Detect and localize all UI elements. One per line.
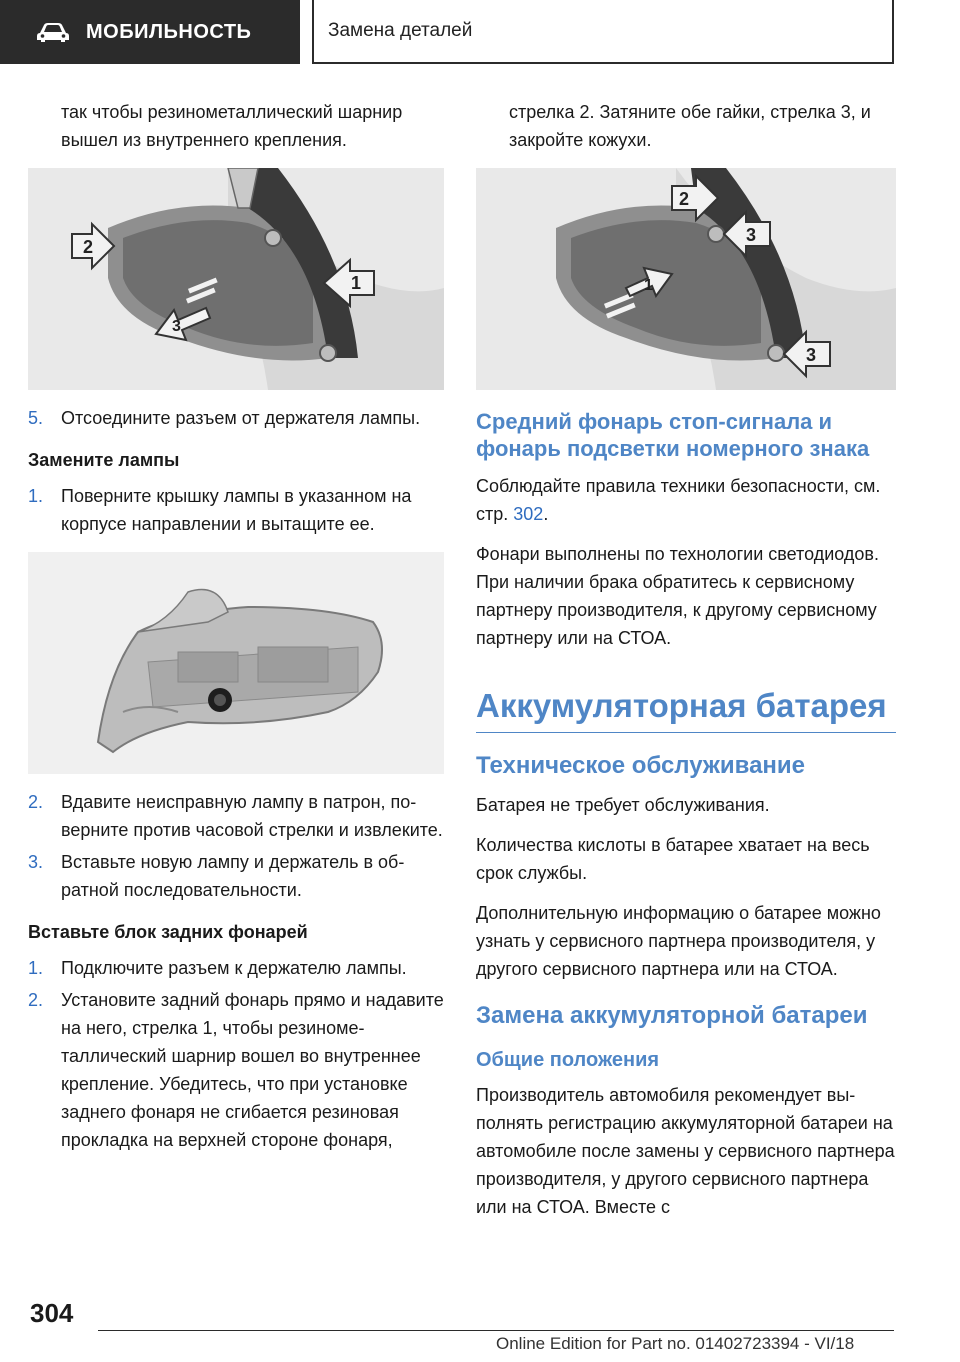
step-number: 2. [28, 792, 44, 812]
heading-battery-replacement: Замена аккумуляторной батареи [476, 1002, 868, 1029]
step-text: Вдавите неисправную лампу в патрон, поверните против часовой стрелки и извлеките. [61, 792, 443, 840]
step-text: Отсоедините разъем от держателя лампы. [61, 408, 421, 428]
arrow-label-1: 1 [644, 277, 653, 294]
arrow-label-3-top: 3 [746, 225, 757, 245]
arrow-label-1: 1 [351, 273, 362, 293]
step-number: 3. [28, 852, 44, 872]
general-paragraph: Производитель автомобиля рекомендует выполнять регистрацию аккумуляторной батареи на автомобиле после замены у сервисного партнера производителя, у другого сервисного партнера или на СТОА. Вместе с [476, 1085, 895, 1217]
led-paragraph: Фонари выполнены по технологии светодиодов. При наличии брака обратитесь к сервисному партнеру производителя, к другому сервисному партнеру или на СТОА. [476, 544, 879, 648]
step-number: 2. [28, 990, 44, 1010]
safety-end: . [543, 504, 549, 524]
heading-battery: Аккумуляторная батарея [476, 686, 896, 733]
arrow-label-2: 2 [83, 237, 94, 257]
figure-taillight-removal [28, 168, 444, 390]
replace-step-3 [28, 848, 444, 904]
insert-step-1 [28, 954, 444, 982]
replace-step-2 [28, 788, 444, 844]
chapter-title: Замена деталей [328, 20, 473, 41]
replace-lamps-heading: Замените лампы [28, 450, 180, 470]
footer-divider [98, 1330, 894, 1331]
chapter-title-box [312, 0, 894, 64]
figure-lamp-housing [28, 552, 444, 774]
replace-step-1 [28, 482, 444, 538]
step-text: Поверните крышку лампы в указанном на корпусе направлении и вытащите ее. [61, 486, 412, 534]
step-5 [28, 404, 444, 432]
figure-taillight-install-illustration [476, 168, 896, 390]
service-paragraph-2: Количества кислоты в батарее хватает на весь срок службы. [476, 835, 870, 883]
page-number: 304 [30, 1298, 74, 1328]
arrow-label-2: 2 [679, 189, 690, 209]
page-header [0, 0, 960, 66]
section-label: МОБИЛЬНОСТЬ [86, 20, 252, 43]
arrow-label-3: 3 [172, 318, 181, 335]
figure-taillight-install [476, 168, 896, 390]
right-intro: стрелка 2. Затяните обе гайки, стрелка 3, и закройте кожухи. [509, 102, 871, 150]
step-number: 1. [28, 958, 44, 978]
service-paragraph-1: Батарея не требует обслуживания. [476, 795, 770, 815]
insert-step-2 [28, 986, 444, 1154]
figure-lamp-housing-illustration [28, 552, 444, 774]
left-intro: так чтобы резинометаллический шарнир вышел из внутреннего крепления. [61, 102, 403, 150]
heading-general: Общие положения [476, 1049, 660, 1071]
arrow-label-3-bottom: 3 [806, 345, 817, 365]
safety-text: Соблюдайте правила техники безопасности, см. стр. [476, 476, 881, 524]
heading-brake-light: Средний фонарь стоп-сигнала и фонарь подсветки номерного знака [476, 409, 870, 461]
footer-edition: Online Edition for Part no. 01402723394 - VI/18 [496, 1334, 855, 1353]
step-text: Подключите разъем к держателю лампы. [61, 958, 407, 978]
step-number: 5. [28, 408, 44, 428]
figure-taillight-removal-illustration [28, 168, 444, 390]
page-link-302[interactable]: 302 [513, 504, 544, 524]
right-column [476, 98, 896, 1233]
service-paragraph-3: Дополнительную информацию о батарее можно узнать у сервисного партнера производителя, у другого сервисного партнера или на СТОА. [476, 903, 881, 979]
step-text: Установите задний фонарь прямо и надавите на него, стрелка 1, чтобы резинометаллический шарнир вошел во внутреннее крепление. Убедитесь, что при установке заднего фонаря не сгибается резиновая прокладка на верхней стороне фонаря, [61, 990, 444, 1150]
car-icon [36, 21, 70, 43]
left-column [28, 98, 444, 1158]
step-number: 1. [28, 486, 44, 506]
insert-taillight-heading: Вставьте блок задних фонарей [28, 922, 308, 942]
safety-paragraph [476, 472, 896, 528]
step-text: Вставьте новую лампу и держатель в обратной последовательности. [61, 852, 405, 900]
heading-maintenance: Техническое обслуживание [476, 752, 806, 779]
section-tab[interactable] [0, 0, 300, 64]
